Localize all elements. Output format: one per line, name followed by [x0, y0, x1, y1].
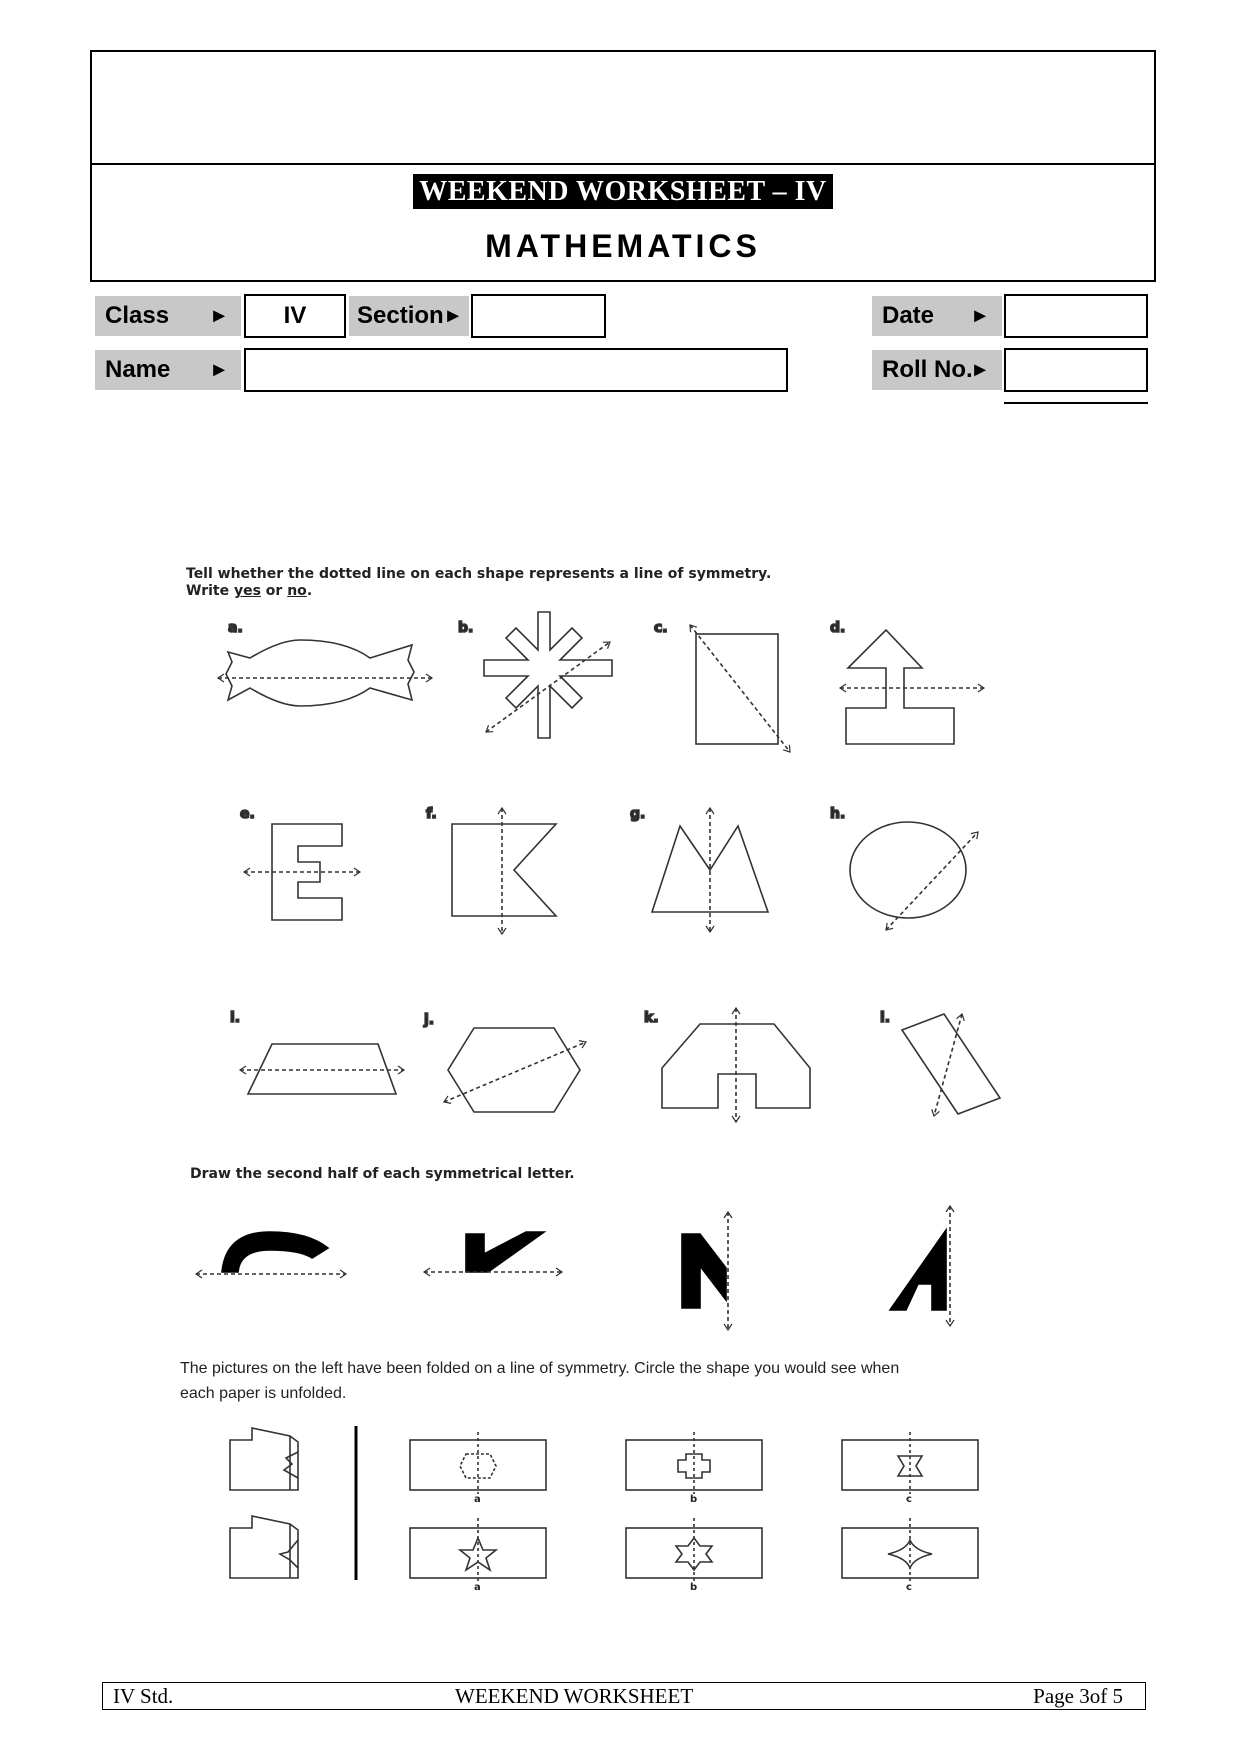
- arrow-right-icon: ►: [970, 359, 990, 381]
- footer-center: WEEKEND WORKSHEET: [455, 1684, 694, 1708]
- roll-no-label-text: Roll No.: [882, 356, 973, 383]
- page-footer: [102, 1682, 1146, 1710]
- name-label-text: Name: [105, 356, 171, 383]
- label-c: c.: [654, 620, 668, 636]
- label-f: f.: [426, 806, 437, 822]
- q1-line2-pre: Write: [186, 583, 234, 599]
- class-label-text: Class: [105, 302, 170, 329]
- subject-title: MATHEMATICS: [485, 228, 761, 264]
- option-1a-label: a: [474, 1494, 481, 1505]
- q1-end: .: [306, 583, 313, 599]
- option-2a-label: a: [474, 1582, 481, 1593]
- label-i: i.: [230, 1010, 241, 1026]
- option-1c-label: c: [906, 1494, 912, 1505]
- option-2c-label: c: [906, 1582, 912, 1593]
- folded-paper-1-cut: [284, 1452, 298, 1478]
- arrow-right-icon: ►: [209, 359, 229, 381]
- label-j: j.: [424, 1012, 435, 1028]
- q3-line1: The pictures on the left have been folded on a line of symmetry. Circle the shape you would see when: [180, 1360, 900, 1377]
- label-h: h.: [830, 806, 846, 822]
- label-e: e.: [240, 806, 255, 822]
- arrow-right-icon: ►: [209, 305, 229, 327]
- arrow-right-icon: ►: [970, 305, 990, 327]
- worksheet-title-text: WEEKEND WORKSHEET – IV: [413, 174, 833, 209]
- q1-line1: Tell whether the dotted line on each shape represents a line of symmetry.: [186, 566, 772, 582]
- folded-paper-2-cut: [280, 1540, 298, 1568]
- section-label-text: Section: [357, 302, 444, 329]
- footer-left: IV Std.: [113, 1684, 174, 1708]
- label-l: l.: [880, 1010, 891, 1026]
- q1-yes: yes: [233, 583, 261, 599]
- option-1b-label: b: [690, 1494, 698, 1505]
- option-2b-label: b: [690, 1582, 698, 1593]
- label-d: d.: [830, 620, 846, 636]
- date-label-text: Date: [882, 302, 935, 329]
- q2-instruction: Draw the second half of each symmetrical letter.: [190, 1166, 575, 1182]
- folded-paper-2: [230, 1516, 298, 1578]
- class-field[interactable]: IV: [244, 294, 346, 338]
- q3-line2: each paper is unfolded.: [180, 1385, 347, 1402]
- footer-page-number: Page 3of 5: [1033, 1684, 1123, 1708]
- option-2a: [410, 1528, 546, 1578]
- option-2c: [842, 1528, 978, 1578]
- q1-or: or: [260, 583, 288, 599]
- label-k: k.: [644, 1010, 659, 1026]
- label-g: g.: [630, 806, 646, 822]
- label-a: a.: [228, 620, 243, 636]
- label-b: b.: [458, 620, 474, 636]
- q1-no: no: [287, 583, 307, 599]
- arrow-right-icon: ►: [443, 305, 463, 327]
